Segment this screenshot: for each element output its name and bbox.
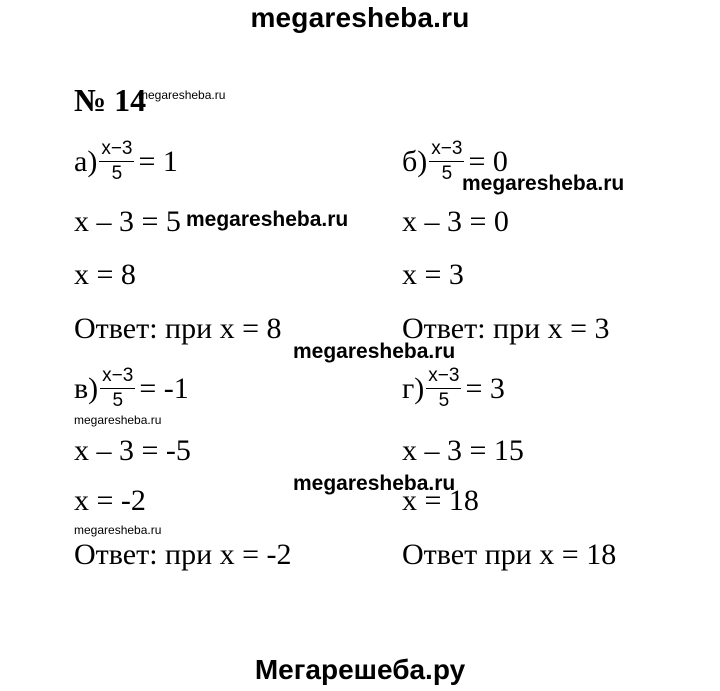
part-a-answer: Ответ: при x = 8 <box>74 312 282 345</box>
part-b-step1: x – 3 = 0 <box>402 205 509 238</box>
part-a-step2: x = 8 <box>74 258 136 291</box>
part-b-label: б) <box>402 144 428 178</box>
part-g-denominator: 5 <box>438 390 450 411</box>
part-b-rhs: = 0 <box>468 144 508 178</box>
part-b-denominator: 5 <box>441 163 453 184</box>
watermark-bold: megaresheba.ru <box>293 472 456 495</box>
part-b-fraction <box>429 138 464 185</box>
part-a-equation <box>74 138 178 185</box>
watermark-bold: megaresheba.ru <box>462 172 625 195</box>
watermark-small: megaresheba.ru <box>74 523 162 537</box>
part-a-fraction <box>99 138 134 185</box>
part-a-numerator: x−3 <box>99 138 134 162</box>
part-v-step2: x = -2 <box>74 484 146 517</box>
part-g-rhs: = 3 <box>465 371 505 405</box>
part-a-rhs: = 1 <box>138 144 178 178</box>
part-g-label: г) <box>402 371 425 405</box>
part-g-fraction <box>426 365 461 412</box>
watermark-bold: megaresheba.ru <box>293 340 456 363</box>
part-g-equation <box>402 365 505 412</box>
part-v-fraction <box>100 365 135 412</box>
part-v-label: в) <box>74 371 99 405</box>
part-v-numerator: x−3 <box>100 365 135 389</box>
part-g-step1: x – 3 = 15 <box>402 434 524 467</box>
part-b-step2: x = 3 <box>402 258 464 291</box>
part-a-label: а) <box>74 144 98 178</box>
site-footer-title: Мегарешеба.ру <box>254 654 466 685</box>
part-b-numerator: x−3 <box>429 138 464 162</box>
part-a-denominator: 5 <box>111 163 123 184</box>
part-g-answer: Ответ при x = 18 <box>402 538 617 571</box>
part-g-step2: x = 18 <box>402 484 479 517</box>
watermark-small: megaresheba.ru <box>138 88 226 102</box>
part-v-rhs: = -1 <box>139 371 189 405</box>
part-v-answer: Ответ: при x = -2 <box>74 538 292 571</box>
site-header-title: megaresheba.ru <box>250 2 470 33</box>
part-v-equation <box>74 365 189 412</box>
watermark-bold: megaresheba.ru <box>186 208 349 231</box>
problem-number: № 14 <box>74 82 147 118</box>
watermark-small: megaresheba.ru <box>74 413 162 427</box>
part-v-step1: x – 3 = -5 <box>74 434 191 467</box>
part-a-step1: x – 3 = 5 <box>74 205 181 238</box>
part-b-answer: Ответ: при x = 3 <box>402 312 610 345</box>
part-v-denominator: 5 <box>112 390 124 411</box>
part-g-numerator: x−3 <box>426 365 461 389</box>
